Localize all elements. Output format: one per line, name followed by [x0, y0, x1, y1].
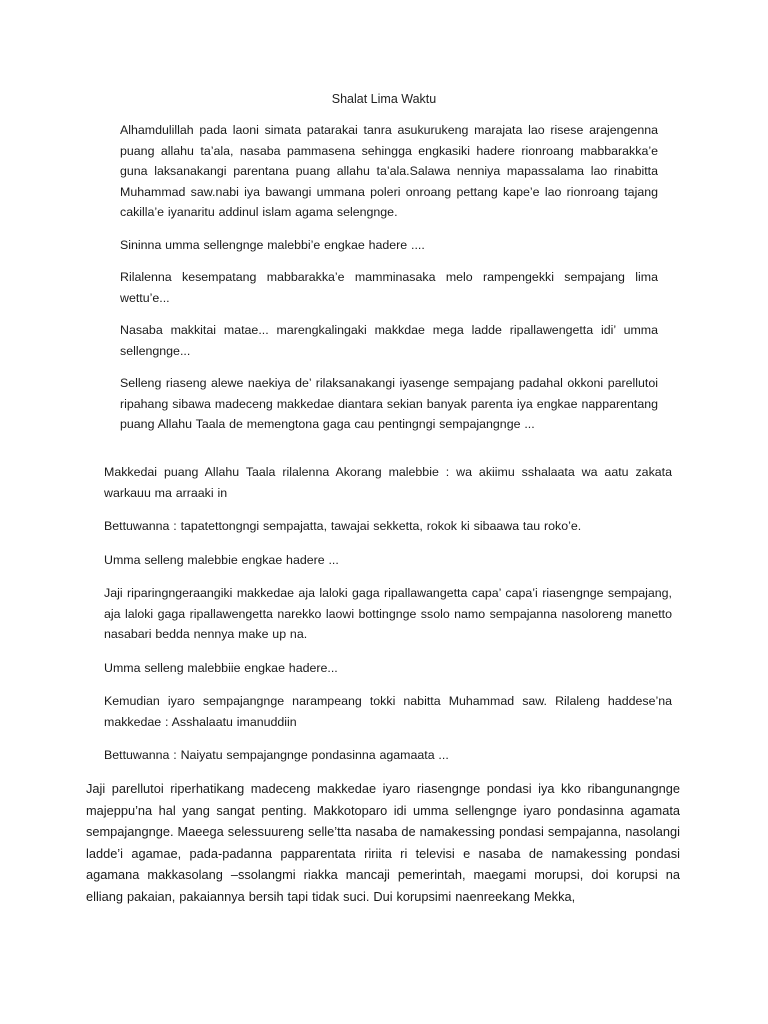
quran-hadith-section	[104, 462, 672, 779]
paragraph: Kemudian iyaro sempajangnge narampeang tokki nabitta Muhammad saw. Rilaleng haddese’na makkedae : Asshalaatu imanuddiin	[104, 694, 672, 729]
paragraph: Makkedai puang Allahu Taala rilalenna Akorang malebbie : wa akiimu sshalaata wa aatu zakata warkauu ma arraaki in	[104, 465, 672, 500]
paragraph: Umma selleng malebbiie engkae hadere...	[104, 660, 338, 675]
paragraph: Jaji riparingngeraangiki makkedae aja laloki gaga ripallawangetta capa’ capa’i riasengnge sempajang, aja laloki gaga ripallawengetta narekko laowi bottingnge ssolo namo sempajanna nasoloreng manetto nasabari bedda nennya make up na.	[104, 586, 672, 641]
paragraph: Rilalenna kesempatang mabbarakka’e mamminasaka melo rampengekki sempajang lima wettu’e...	[120, 270, 658, 305]
paragraph: Jaji parellutoi riperhatikang madeceng makkedae iyaro riasengnge pondasi iya kko ribangunangnge majeppu’na hal yang sangat penting. Makkotoparo idi umma sellengnge iyaro pondasinna agamata sempajangnge. Maeega selessuureng selle’tta nasaba de namakessing pondasi sempajanna, nasolangi ladde’i agamae, pada-padanna papparentata ririita ri televisi e nasaba de namakessing pondasi agamana makkasolang –ssolangmi riakka mancaji pemerintah, maegami morupsi, doi korupsi na elliang pakaian, pakaiannya bersih tapi tidak suci. Dui korupsimi naenreekang Mekka,	[86, 781, 680, 904]
closing-section	[86, 778, 680, 908]
paragraph: Umma selleng malebbie engkae hadere ...	[104, 552, 339, 567]
paragraph: Bettuwanna : tapatettongngi sempajatta, tawajai sekketta, rokok ki sibaawa tau roko’e.	[104, 519, 582, 533]
opening-section	[120, 120, 658, 447]
paragraph: Selleng riaseng alewe naekiya de’ rilaksanakangi iyasenge sempajang padahal okkoni parellutoi ripahang sibawa madeceng makkedae diantara sekian banyak parenta iya engkae napparentang puang Allahu Taala de memengtona gaga cau pentingngi sempajangnge ...	[120, 376, 658, 431]
paragraph: Sininna umma sellengnge malebbi’e engkae hadere ....	[120, 237, 425, 252]
paragraph: Alhamdulillah pada laoni simata patarakai tanra asukurukeng marajata lao risese arajengenna puang allahu ta’ala, nasaba pammasena sehingga engkasiki hadere rionroang mabbarakka’e guna laksanakangi parentana puang allahu ta’ala.Salawa nenniya mapassalama lao rinabitta Muhammad saw.nabi iya bawangi ummana poleri onroang pettang kape’e lao rionroang tajang cakilla’e iyanaritu addinul islam agama selengnge.	[120, 123, 658, 219]
paragraph: Bettuwanna : Naiyatu sempajangnge pondasinna agamaata ...	[104, 748, 449, 762]
paragraph: Nasaba makkitai matae... marengkalingaki makkdae mega ladde ripallawengetta idi’ umma sellengnge...	[120, 323, 658, 358]
document-title: Shalat Lima Waktu	[331, 92, 437, 106]
